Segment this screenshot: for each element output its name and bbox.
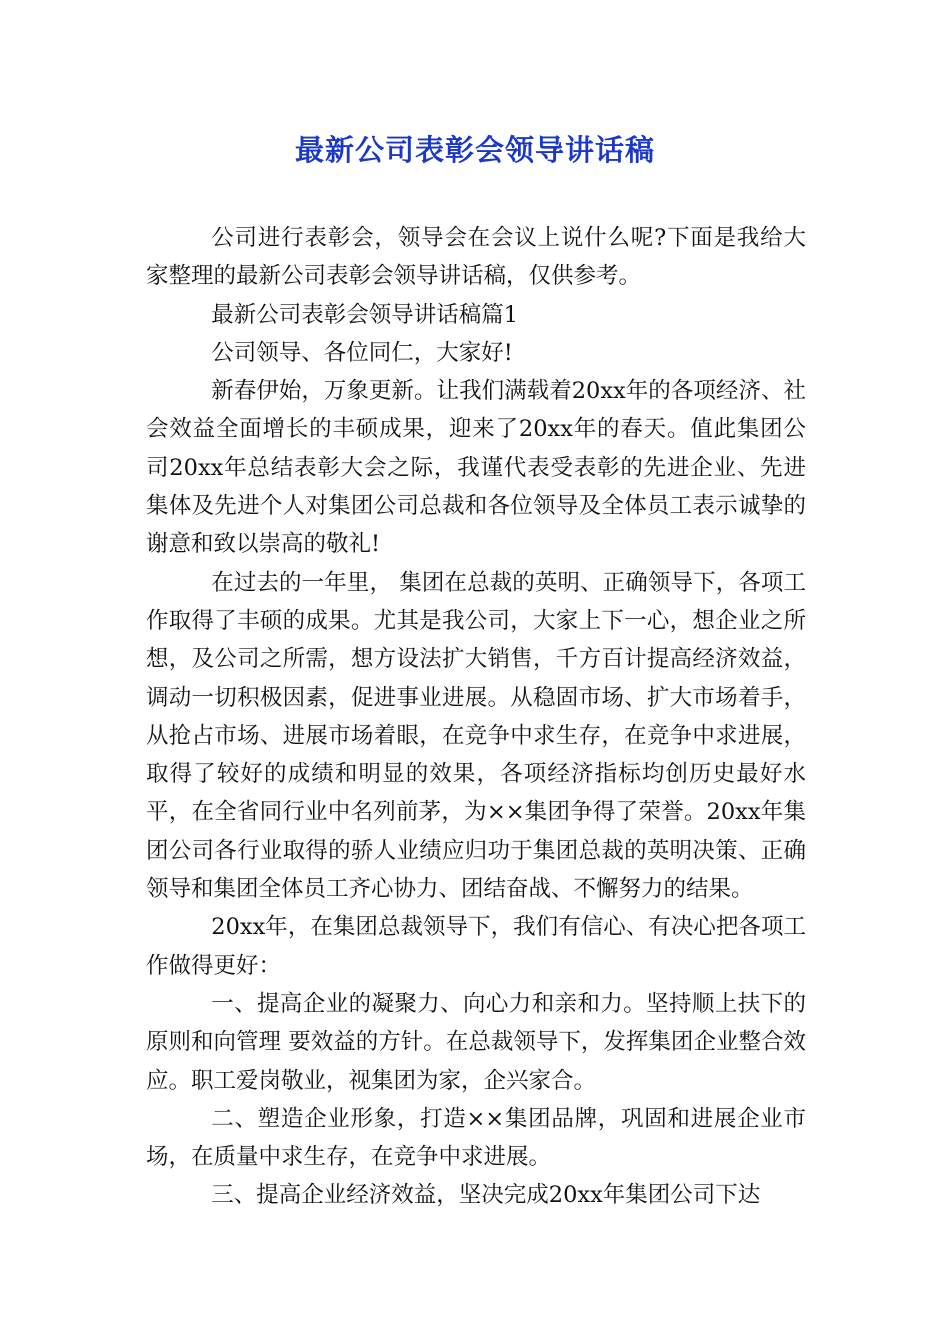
paragraph-point-one: 一、提高企业的凝聚力、向心力和亲和力。坚持顺上扶下的原则和向管理 要效益的方针。在总裁领导下，发挥集团企业整合效应。职工爱岗敬业，视集团为家，企兴家合。 (146, 990, 806, 1094)
paragraph-greeting: 公司领导、各位同仁，大家好! (211, 339, 513, 366)
paragraph-section-heading: 最新公司表彰会领导讲话稿篇1 (211, 301, 519, 328)
paragraph-confidence: 20xx年，在集团总裁领导下，我们有信心、有决心把各项工作做得更好： (146, 914, 806, 979)
paragraph-point-two: 二、塑造企业形象，打造××集团品牌，巩固和进展企业市场，在质量中求生存，在竞争中求进展。 (146, 1105, 806, 1171)
paragraph-past-year: 在过去的一年里， 集团在总裁的英明、正确领导下，各项工作取得了丰硕的成果。尤其是我公司，大家上下一心，想企业之所想，及公司之所需，想方设法扩大销售，千方百计提高经济效益，调动一切积极因素，促进事业进展。从稳固市场、扩大市场着手，从抢占市场、进展市场着眼，在竞争中求生存，在竞争中求进展，取得了较好的成绩和明显的效果，各项经济指标均创历史最好水平，在全省同行业中名列前茅，为××集团争得了荣誉。20xx年集团公司各行业取得的骄人业绩应归功于集团总裁的英明决策、正确领导和集团全体员工齐心协力、团结奋战、不懈努力的结果。 (146, 569, 806, 903)
document-body (146, 219, 806, 1215)
paragraph-point-three: 三、提高企业经济效益，坚决完成20xx年集团公司下达 (211, 1182, 761, 1209)
paragraph-intro: 公司进行表彰会，领导会在会议上说什么呢?下面是我给大家整理的最新公司表彰会领导讲话稿，仅供参考。 (146, 225, 806, 290)
paragraph-new-year: 新春伊始，万象更新。让我们满载着20xx年的各项经济、社会效益全面增长的丰硕成果，迎来了20xx年的春天。值此集团公司20xx年总结表彰大会之际，我谨代表受表彰的先进企业、先进集体及先进个人对集团公司总裁和各位领导及全体员工表示诚挚的谢意和致以崇高的敬礼! (146, 378, 806, 558)
document-title: 最新公司表彰会领导讲话稿 (294, 133, 655, 167)
